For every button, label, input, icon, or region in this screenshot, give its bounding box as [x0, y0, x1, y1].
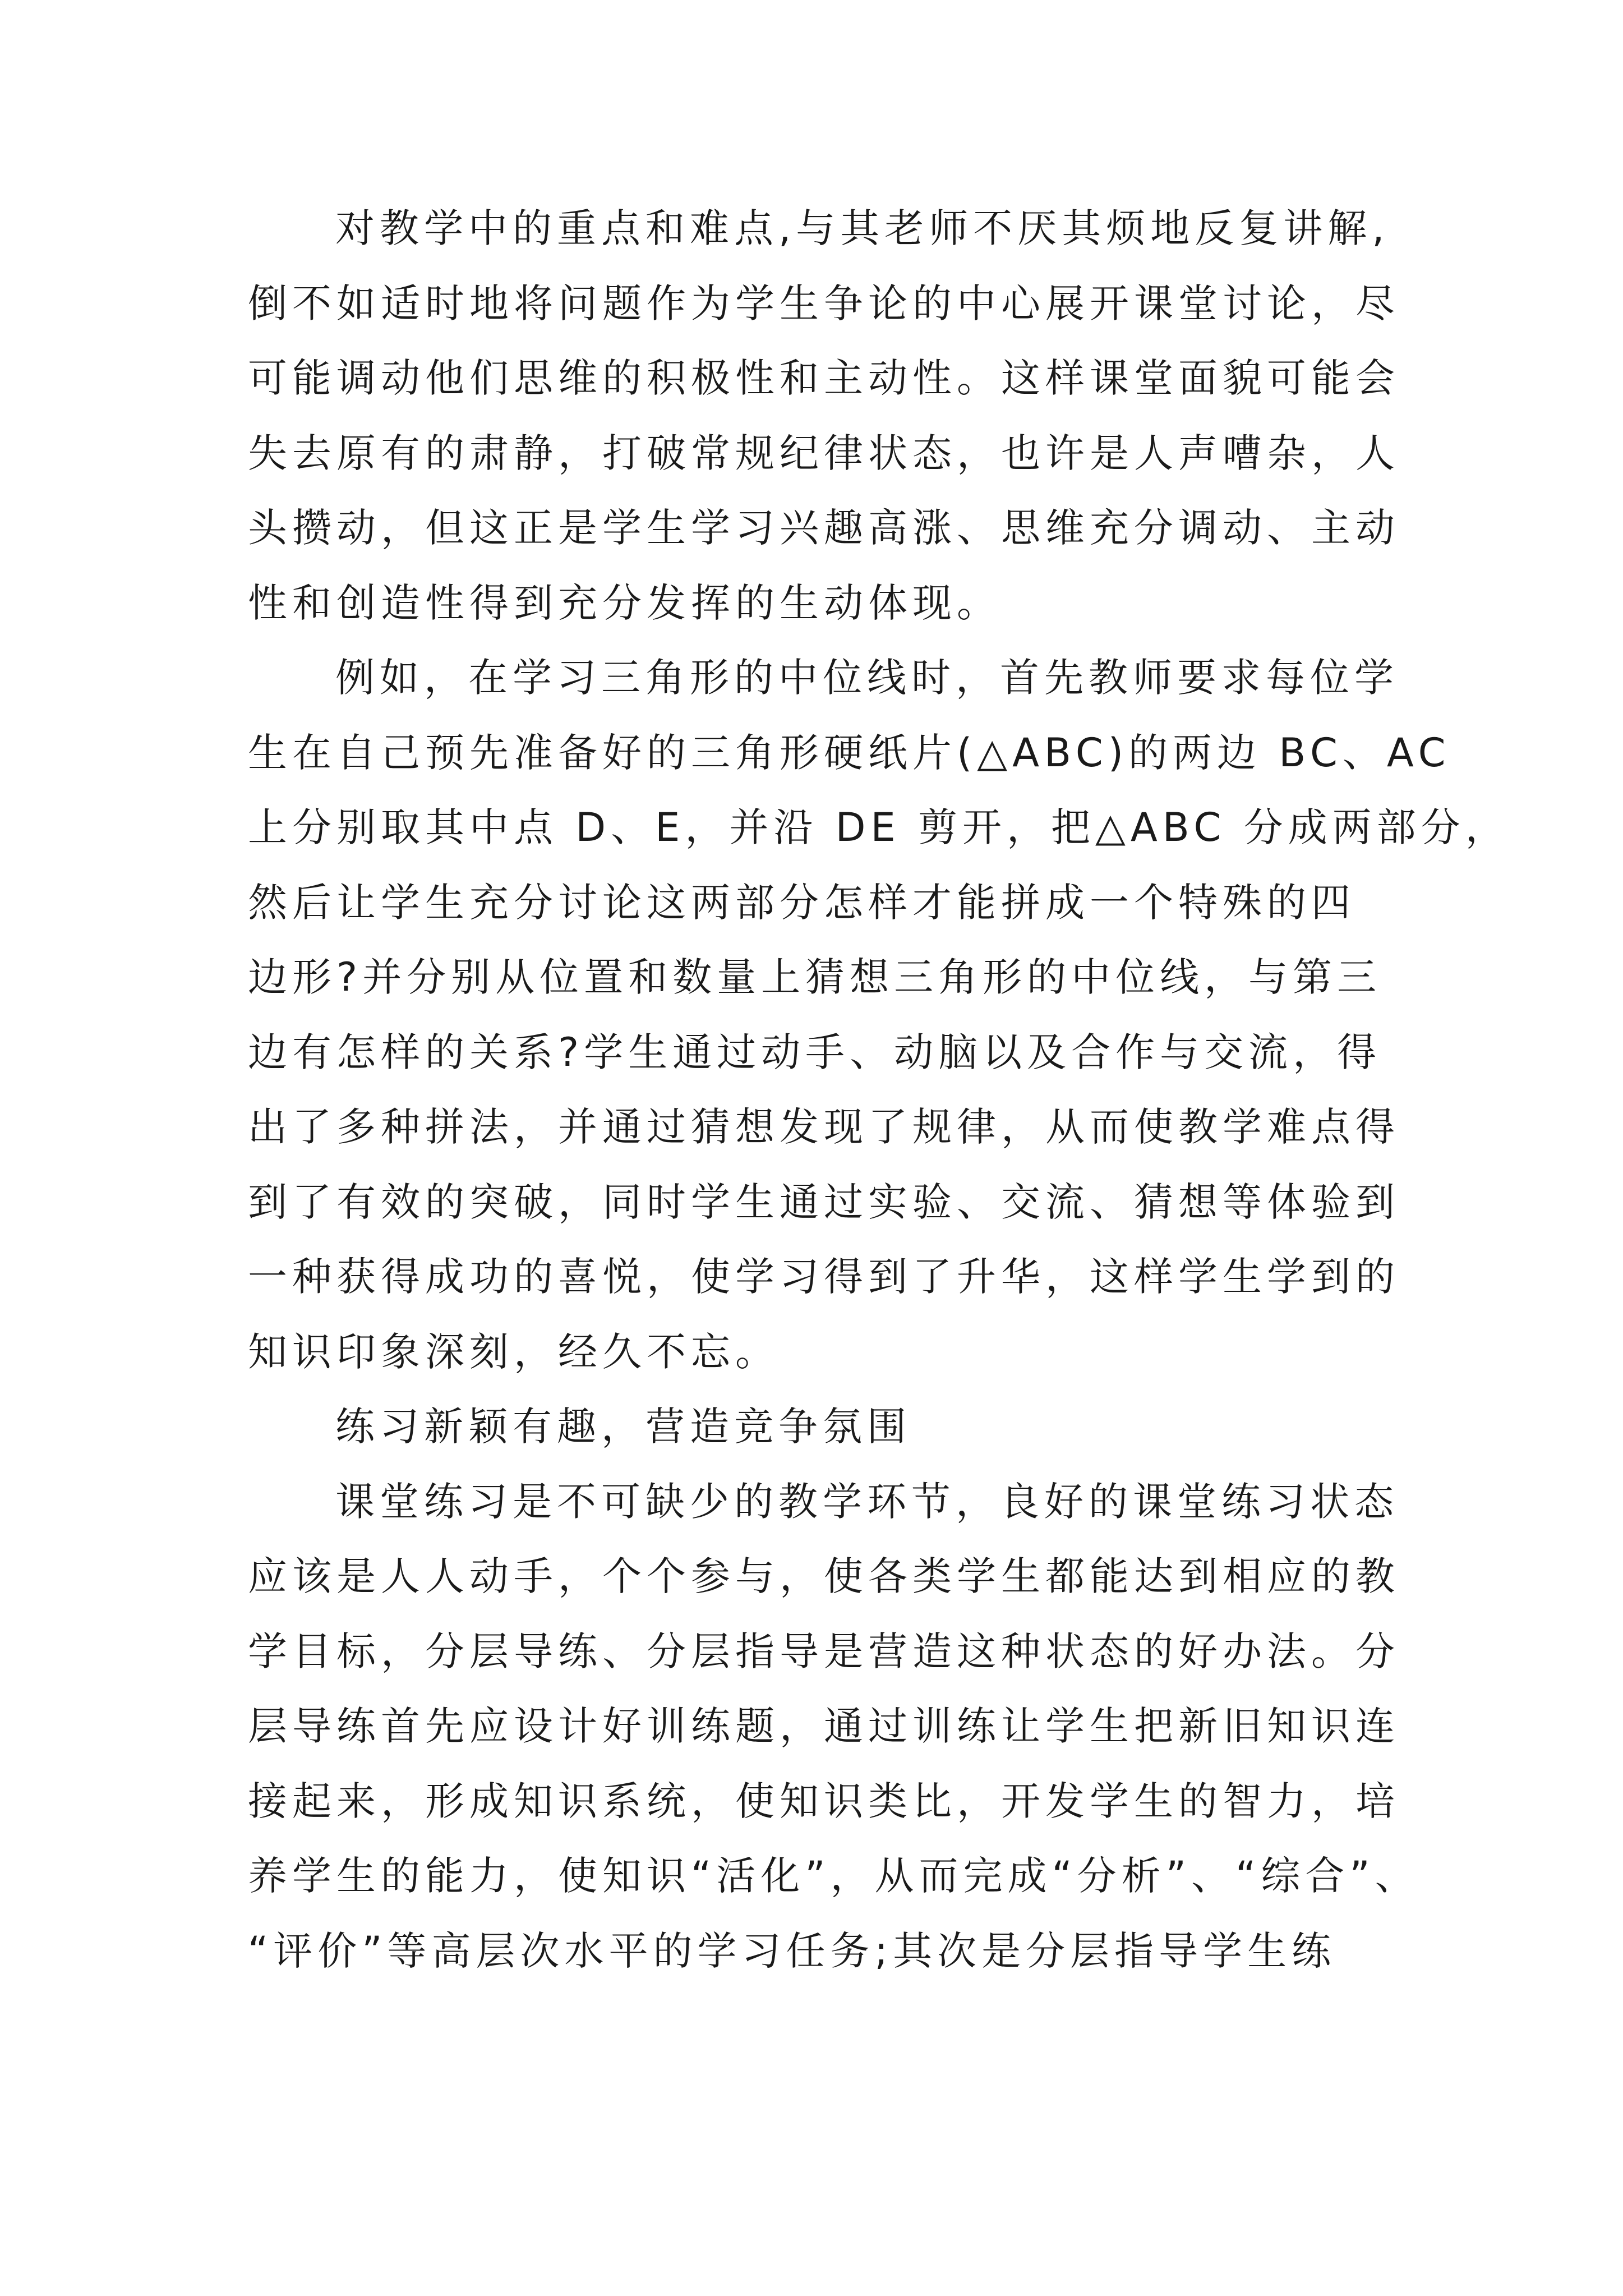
text-line: 上分别取其中点 D、E，并沿 DE 剪开，把△ABC 分成两部分，	[248, 804, 1510, 850]
text-line: 对教学中的重点和难点,与其老师不厌其烦地反复讲解,	[335, 205, 1390, 251]
text-line: 课堂练习是不可缺少的教学环节，良好的课堂练习状态	[335, 1479, 1399, 1525]
text-line: 接起来，形成知识系统，使知识类比，开发学生的智力，培	[248, 1778, 1400, 1824]
text-line: 养学生的能力，使知识“活化”，从而完成“分析”、“综合”、	[248, 1853, 1419, 1899]
text-line: 到了有效的突破，同时学生通过实验、交流、猜想等体验到	[248, 1179, 1400, 1225]
text-line: 生在自己预先准备好的三角形硬纸片(△ABC)的两边 BC、AC	[248, 730, 1451, 776]
text-line: 出了多种拼法，并通过猜想发现了规律，从而使教学难点得	[248, 1104, 1400, 1150]
text-line: 学目标，分层导练、分层指导是营造这种状态的好办法。分	[248, 1628, 1400, 1674]
text-line: 边形?并分别从位置和数量上猜想三角形的中位线，与第三	[248, 954, 1382, 1000]
text-line: 应该是人人动手，个个参与，使各类学生都能达到相应的教	[248, 1553, 1400, 1599]
text-line: 头攒动，但这正是学生学习兴趣高涨、思维充分调动、主动	[248, 505, 1400, 551]
text-line: 然后让学生充分讨论这两部分怎样才能拼成一个特殊的四	[248, 880, 1355, 926]
text-line: 倒不如适时地将问题作为学生争论的中心展开课堂讨论，尽	[248, 280, 1400, 326]
text-line: 例如，在学习三角形的中位线时，首先教师要求每位学	[335, 655, 1399, 701]
text-line: 边有怎样的关系?学生通过动手、动脑以及合作与交流，得	[248, 1029, 1382, 1075]
text-line: 一种获得成功的喜悦，使学习得到了升华，这样学生学到的	[248, 1254, 1400, 1300]
text-line: “评价”等高层次水平的学习任务;其次是分层指导学生练	[248, 1928, 1336, 1974]
text-line: 知识印象深刻，经久不忘。	[248, 1329, 780, 1375]
text-line: 性和创造性得到充分发挥的生动体现。	[248, 580, 1001, 626]
text-line: 可能调动他们思维的积极性和主动性。这样课堂面貌可能会	[248, 355, 1400, 401]
text-line: 层导练首先应设计好训练题，通过训练让学生把新旧知识连	[248, 1703, 1400, 1749]
text-line: 失去原有的肃静，打破常规纪律状态，也许是人声嘈杂，人	[248, 430, 1400, 476]
section-heading: 练习新颖有趣，营造竞争氛围	[335, 1404, 911, 1450]
